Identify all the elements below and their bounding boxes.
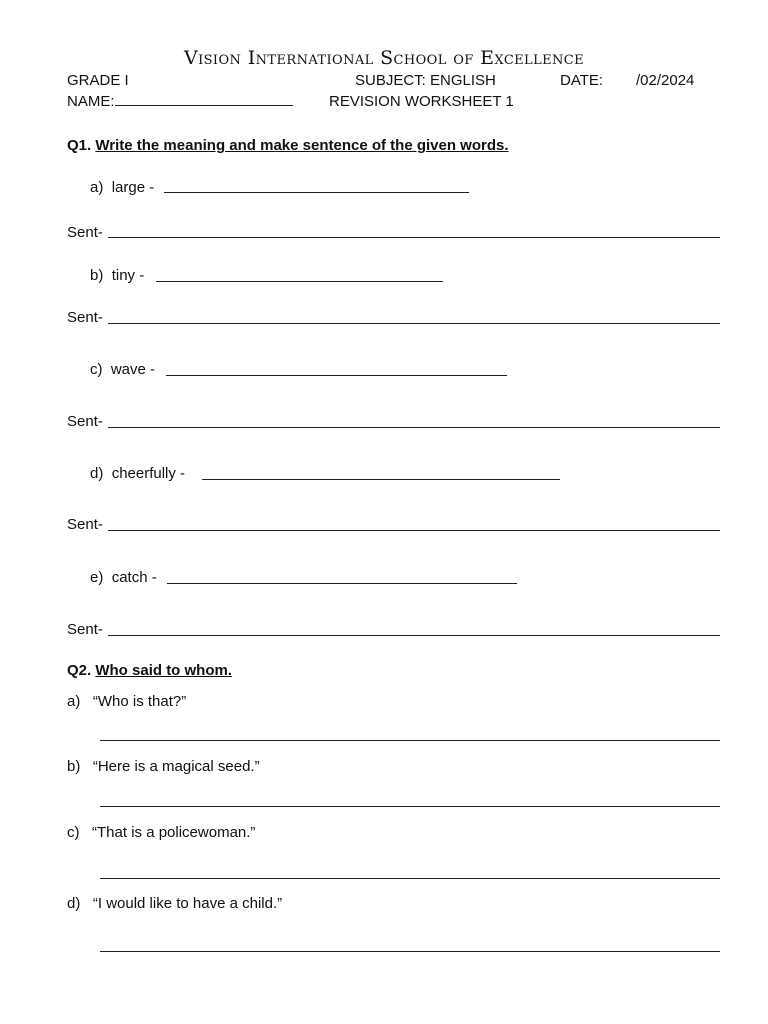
answer-blank-b[interactable] [100, 806, 720, 807]
q2-item-quote: “That is a policewoman.” [92, 824, 256, 841]
q2-item-a [67, 693, 186, 710]
q1-item-marker: e) [90, 569, 104, 586]
q2-instruction: Who said to whom. [95, 662, 233, 679]
meaning-blank-c[interactable] [166, 375, 507, 376]
q1-item-word: tiny - [111, 267, 145, 284]
meaning-blank-e[interactable] [167, 583, 517, 584]
name-blank-line[interactable] [115, 93, 293, 106]
sentence-blank-a[interactable] [108, 237, 720, 238]
q1-item-marker: a) [90, 179, 104, 196]
sentence-label-a: Sent- [67, 224, 103, 241]
q2-item-marker: d) [67, 895, 81, 912]
q1-item-d [90, 465, 185, 482]
q1-item-b [90, 267, 144, 284]
q1-number: Q1. [67, 137, 92, 154]
sentence-blank-c[interactable] [108, 427, 720, 428]
q2-item-marker: b) [67, 758, 81, 775]
sentence-label-d: Sent- [67, 516, 103, 533]
sentence-label-b: Sent- [67, 309, 103, 326]
subject-label: SUBJECT: ENGLISH [355, 72, 496, 89]
q2-item-marker: a) [67, 693, 81, 710]
q1-item-c [90, 361, 155, 378]
q1-item-marker: b) [90, 267, 104, 284]
answer-blank-d[interactable] [100, 951, 720, 952]
meaning-blank-d[interactable] [202, 479, 560, 480]
q2-item-quote: “I would like to have a child.” [92, 895, 283, 912]
name-field[interactable] [67, 93, 293, 110]
name-label: NAME: [67, 93, 115, 110]
worksheet-title: REVISION WORKSHEET 1 [329, 93, 514, 110]
q1-item-a [90, 179, 154, 196]
q1-item-word: wave - [110, 361, 156, 378]
meaning-blank-b[interactable] [156, 281, 443, 282]
q2-number: Q2. [67, 662, 92, 679]
q1-heading [67, 137, 509, 154]
sentence-blank-b[interactable] [108, 323, 720, 324]
q2-item-quote: “Here is a magical seed.” [92, 758, 260, 775]
q2-item-d [67, 895, 282, 912]
q2-item-quote: “Who is that?” [92, 693, 187, 710]
grade-label: GRADE I [67, 72, 129, 89]
sentence-label-e: Sent- [67, 621, 103, 638]
q2-heading [67, 662, 232, 679]
q2-item-b [67, 758, 260, 775]
school-name: Vision International School of Excellence [183, 47, 585, 69]
sentence-label-c: Sent- [67, 413, 103, 430]
sentence-blank-e[interactable] [108, 635, 720, 636]
date-label: DATE: [560, 72, 604, 89]
answer-blank-c[interactable] [100, 878, 720, 879]
meaning-blank-a[interactable] [164, 192, 469, 193]
q1-item-word: catch - [111, 569, 157, 586]
q1-item-word: cheerfully - [111, 465, 186, 482]
q1-item-marker: d) [90, 465, 104, 482]
q2-item-c [67, 824, 255, 841]
date-value: /02/2024 [636, 72, 695, 89]
q1-item-marker: c) [90, 361, 103, 378]
sentence-blank-d[interactable] [108, 530, 720, 531]
q2-item-marker: c) [67, 824, 80, 841]
q1-item-word: large - [111, 179, 155, 196]
answer-blank-a[interactable] [100, 740, 720, 741]
q1-item-e [90, 569, 157, 586]
q1-instruction: Write the meaning and make sentence of the given words. [95, 137, 509, 154]
